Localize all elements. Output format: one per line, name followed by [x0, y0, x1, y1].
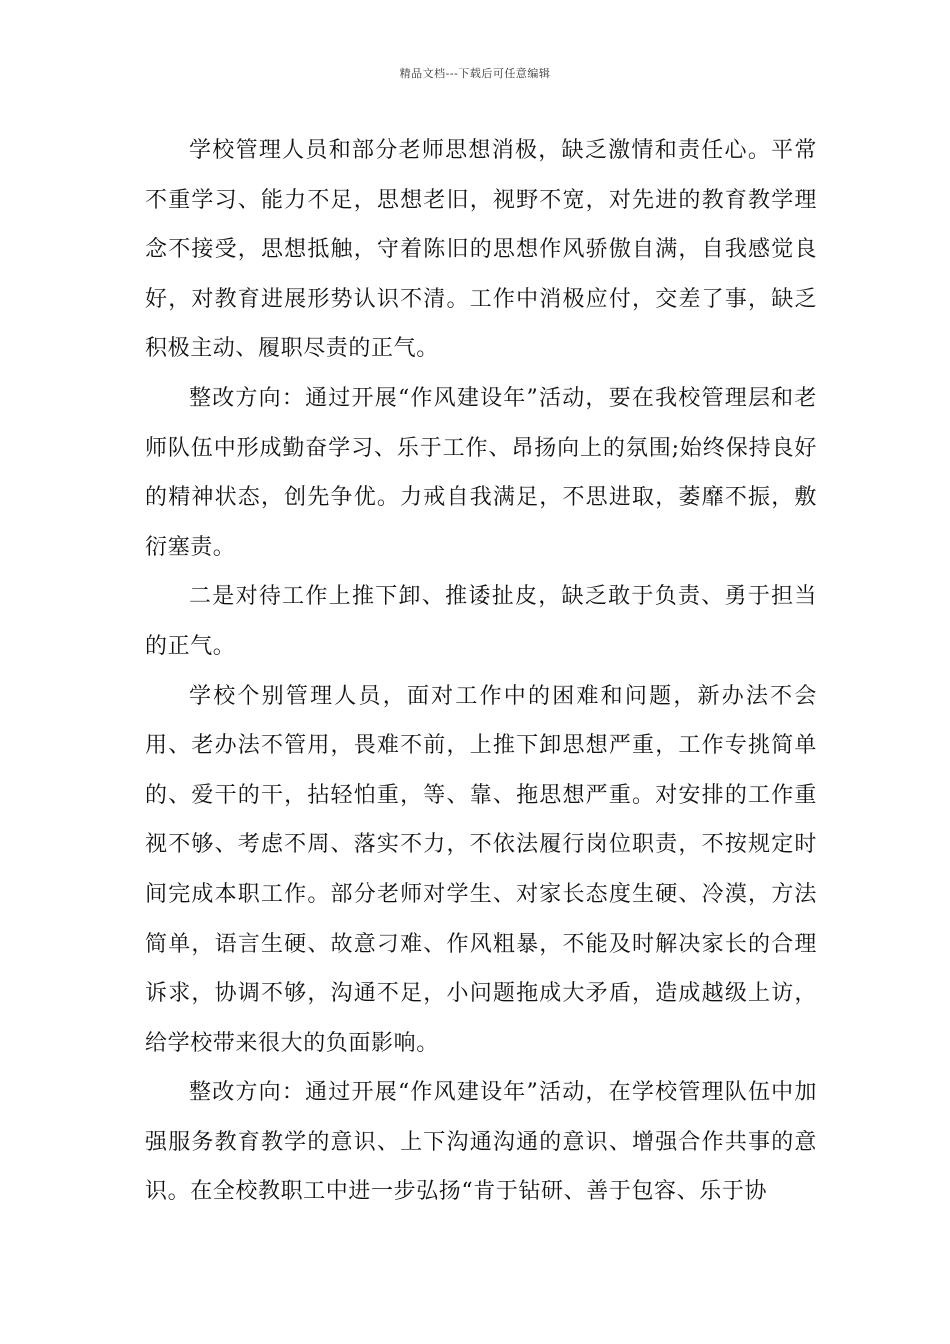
page-header: 精品文档---下载后可任意编辑: [399, 67, 551, 80]
paragraph-rectification-2: 整改方向：通过开展“作风建设年”活动，在学校管理队伍中加强服务教育教学的意识、上下沟通沟通的意识、增强合作共事的意识。在全校教职工中进一步弘扬“肯于钻研、善于包容、乐于协: [145, 1080, 817, 1205]
paragraph-management-issues: 学校个别管理人员，面对工作中的困难和问题，新办法不会用、老办法不管用，畏难不前，上推下卸思想严重，工作专挑简单的、爱干的干，拈轻怕重，等、靠、拖思想严重。对安排的工作重视不够、考虑不周、落实不力，不依法履行岗位职责，不按规定时间完成本职工作。部分老师对学生、对家长态度生硬、冷漠，方法简单，语言生硬、故意刁难、作风粗暴，不能及时解决家长的合理诉求，协调不够，沟通不足，小问题拖成大矛盾，造成越级上访，给学校带来很大的负面影响。: [145, 683, 817, 1056]
paragraph-rectification-1: 整改方向：通过开展“作风建设年”活动，要在我校管理层和老师队伍中形成勤奋学习、乐于工作、昂扬向上的氛围;始终保持良好的精神状态，创先争优。力戒自我满足，不思进取，萎靡不振，敷衍塞责。: [145, 385, 817, 560]
document-body: [145, 126, 817, 1217]
paragraph-staff-attitude: 学校管理人员和部分老师思想消极，缺乏激情和责任心。平常不重学习、能力不足，思想老旧，视野不宽，对先进的教育教学理念不接受，思想抵触，守着陈旧的思想作风骄傲自满，自我感觉良好，对教育进展形势认识不清。工作中消极应付，交差了事，缺乏积极主动、履职尽责的正气。: [145, 138, 817, 362]
paragraph-point-two: 二是对待工作上推下卸、推诿扯皮，缺乏敢于负责、勇于担当的正气。: [145, 584, 817, 659]
